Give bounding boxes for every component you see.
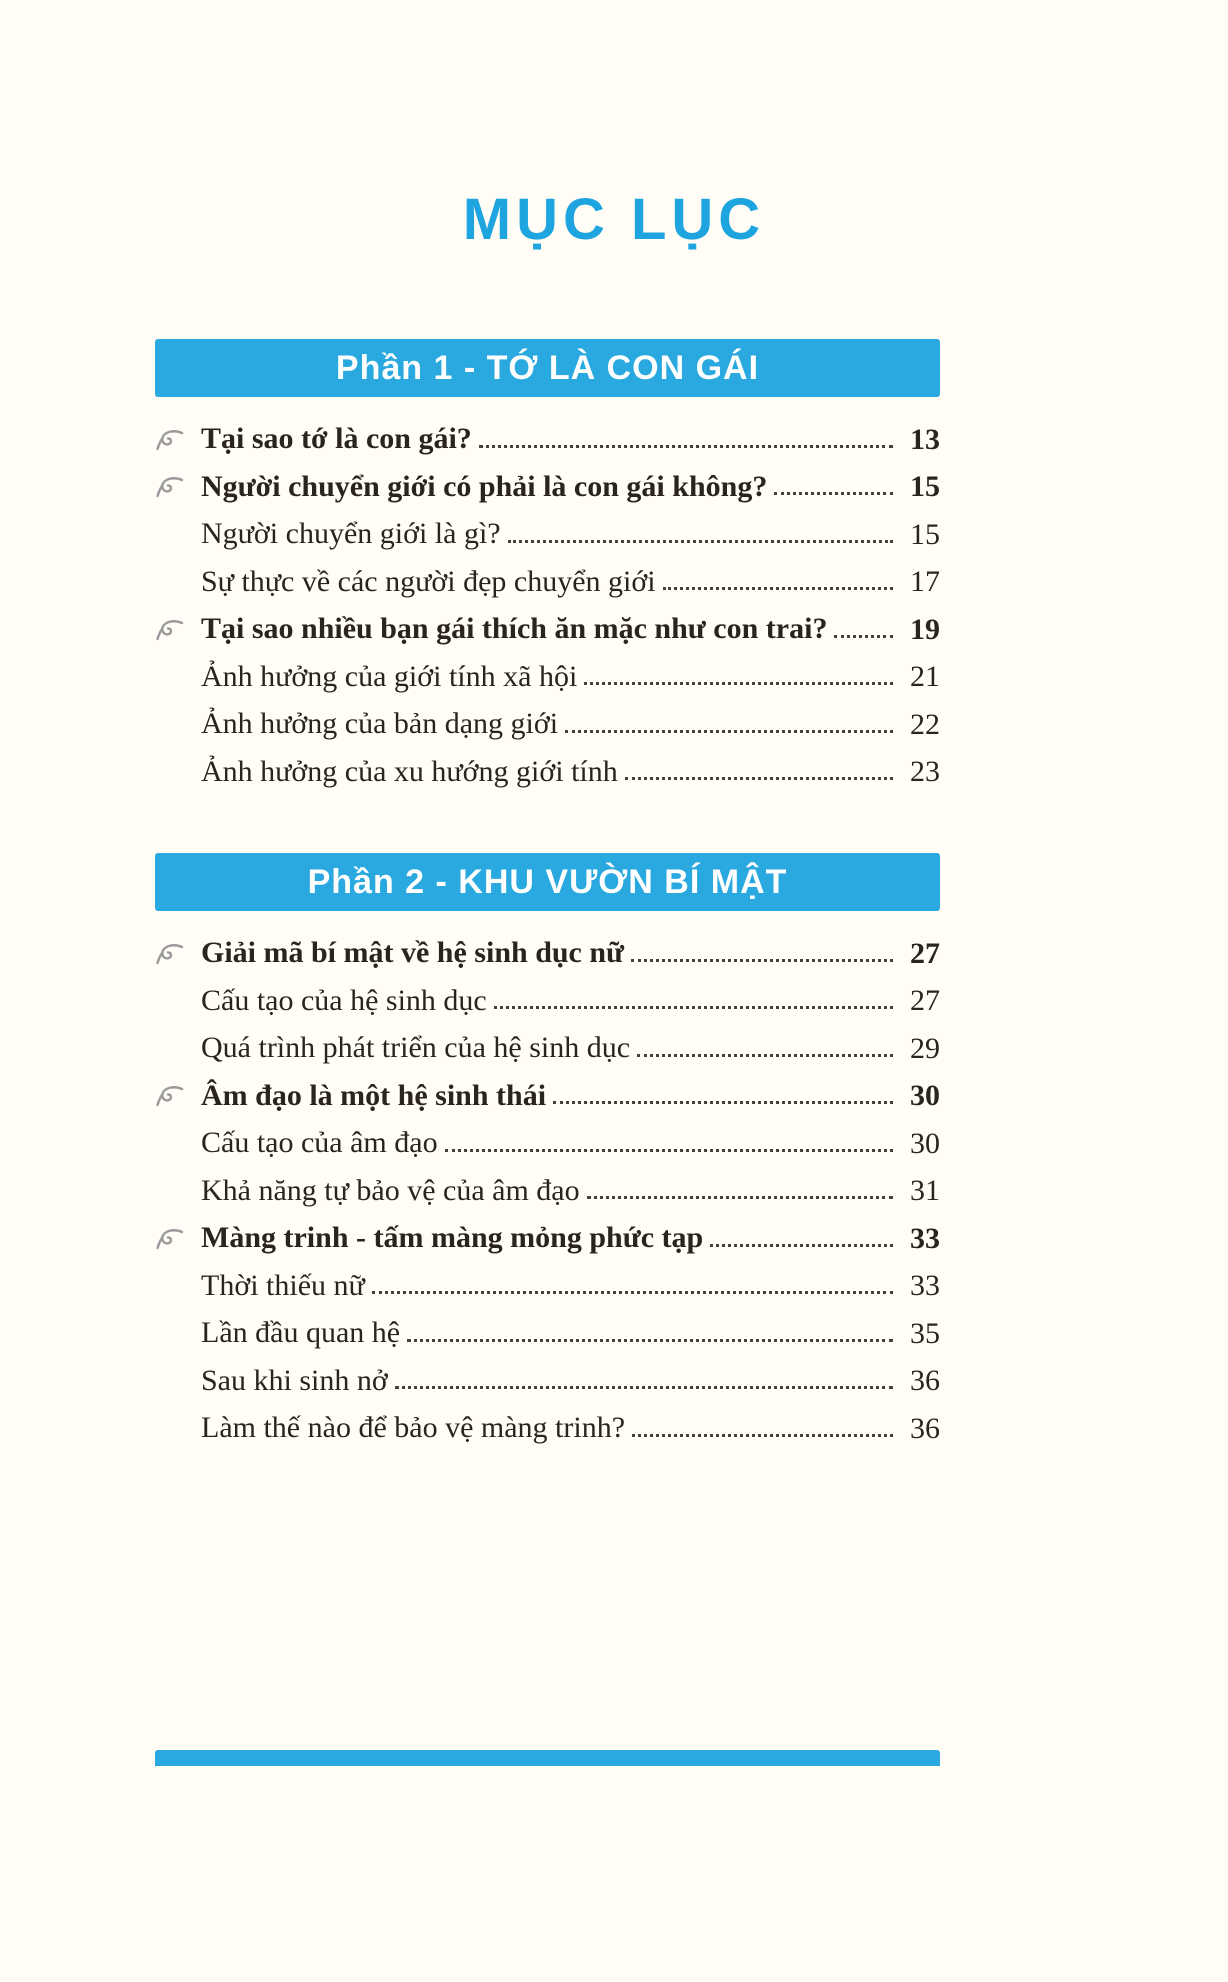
curl-bird-icon	[155, 1085, 201, 1117]
toc-entry-label: Ảnh hưởng của xu hướng giới tính	[201, 754, 618, 788]
dot-leader	[565, 730, 893, 733]
curl-bird-icon	[155, 429, 201, 461]
toc-entry-label: Quá trình phát triển của hệ sinh dục	[201, 1031, 631, 1064]
toc-entry-page: 30	[910, 1079, 940, 1112]
toc-entry	[155, 975, 940, 1023]
toc-entry-label: Cấu tạo của âm đạo	[201, 1126, 438, 1159]
toc-entry-label: Sau khi sinh nở	[201, 1363, 388, 1397]
toc-entry	[155, 1260, 940, 1308]
dot-leader	[631, 959, 893, 962]
toc-entry-label: Người chuyển giới là gì?	[201, 517, 501, 550]
curl-bird-icon	[155, 1228, 201, 1260]
toc-entry-label: Cấu tạo của hệ sinh dục	[201, 983, 487, 1017]
bullet-spacer	[155, 546, 201, 556]
toc-entry-label: Tại sao tớ là con gái?	[201, 422, 472, 455]
bullet-spacer	[155, 1345, 201, 1355]
toc-entry-page: 15	[910, 517, 940, 551]
toc-entry	[155, 603, 940, 651]
toc-entry-label: Lần đầu quan hệ	[201, 1316, 401, 1349]
dot-leader	[625, 777, 893, 780]
toc-entry-page: 33	[910, 1269, 940, 1302]
toc-entry	[155, 413, 940, 461]
toc-entry-label: Thời thiếu nữ	[201, 1268, 365, 1302]
toc-entry-page: 29	[910, 1031, 940, 1065]
dot-leader	[663, 587, 893, 590]
section-banner-1	[155, 339, 940, 397]
dot-leader	[395, 1386, 893, 1389]
page-title: MỤC LỤC	[462, 187, 766, 252]
curl-bird-icon	[155, 619, 201, 651]
toc-entry-page: 27	[910, 936, 940, 970]
section-banner-2	[155, 853, 940, 911]
toc-entry-label: Khả năng tự bảo vệ của âm đạo	[201, 1173, 580, 1207]
table-of-contents	[155, 339, 940, 1450]
toc-entry-page: 23	[910, 755, 940, 788]
section-heading: Phần 1 - TỚ LÀ CON GÁI	[335, 348, 760, 387]
toc-entry-label: Tại sao nhiều bạn gái thích ăn mặc như con trai?	[201, 612, 828, 645]
toc-entry-label: Làm thế nào để bảo vệ màng trinh?	[201, 1411, 626, 1444]
bullet-spacer	[155, 783, 201, 793]
toc-entry-page: 31	[910, 1174, 940, 1207]
toc-entry-label: Âm đạo là một hệ sinh thái	[201, 1078, 547, 1112]
toc-entry	[155, 1307, 940, 1355]
toc-entry	[155, 1402, 940, 1450]
dot-leader	[774, 492, 893, 495]
toc-entry-page: 17	[910, 565, 940, 598]
dot-leader	[587, 1196, 893, 1199]
toc-entry-page: 35	[910, 1316, 940, 1350]
toc-entry-page: 33	[910, 1221, 940, 1255]
toc-entry	[155, 1022, 940, 1070]
toc-entry-label: Sự thực về các người đẹp chuyển giới	[201, 564, 656, 598]
bullet-spacer	[155, 1012, 201, 1022]
bullet-spacer	[155, 1060, 201, 1070]
bullet-spacer	[155, 1202, 201, 1212]
dot-leader	[584, 682, 893, 685]
dot-leader	[637, 1054, 893, 1057]
bullet-spacer	[155, 1392, 201, 1402]
toc-entry-page: 22	[910, 707, 940, 741]
toc-entry	[155, 1212, 940, 1260]
toc-entry-page: 13	[910, 422, 940, 456]
toc-entry-page: 36	[910, 1364, 940, 1397]
bullet-spacer	[155, 593, 201, 603]
toc-entry-label: Người chuyển giới có phải là con gái không?	[201, 469, 768, 503]
toc-entry	[155, 698, 940, 746]
toc-entry	[155, 1117, 940, 1165]
bullet-spacer	[155, 688, 201, 698]
toc-entry-page: 36	[910, 1411, 940, 1445]
toc-entry	[155, 461, 940, 509]
curl-bird-icon	[155, 476, 201, 508]
section-entries-1	[155, 413, 940, 793]
bullet-spacer	[155, 1155, 201, 1165]
toc-entry	[155, 651, 940, 699]
toc-entry-label: Ảnh hưởng của bản dạng giới	[201, 707, 559, 740]
bullet-spacer	[155, 736, 201, 746]
toc-entry-page: 21	[910, 660, 940, 693]
toc-entry	[155, 746, 940, 794]
dot-leader	[508, 540, 893, 543]
toc-entry	[155, 556, 940, 604]
toc-entry-page: 19	[910, 612, 940, 646]
dot-leader	[632, 1434, 893, 1437]
bullet-spacer	[155, 1440, 201, 1450]
curl-bird-icon	[155, 943, 201, 975]
section-entries-2	[155, 927, 940, 1450]
toc-entry	[155, 1165, 940, 1213]
dot-leader	[553, 1101, 893, 1104]
toc-entry-page: 30	[910, 1126, 940, 1160]
dot-leader	[372, 1291, 893, 1294]
toc-entry-label: Giải mã bí mật về hệ sinh dục nữ	[201, 936, 625, 969]
toc-entry	[155, 508, 940, 556]
dot-leader	[834, 635, 893, 638]
dot-leader	[407, 1339, 893, 1342]
toc-entry-page: 27	[910, 984, 940, 1017]
toc-entry-label: Ảnh hưởng của giới tính xã hội	[201, 659, 578, 693]
bullet-spacer	[155, 1297, 201, 1307]
toc-entry	[155, 1355, 940, 1403]
dot-leader	[445, 1149, 893, 1152]
next-section-banner-peek	[155, 1750, 940, 1766]
dot-leader	[479, 445, 893, 448]
toc-entry	[155, 927, 940, 975]
toc-entry-label: Màng trinh - tấm màng mỏng phức tạp	[201, 1221, 704, 1254]
dot-leader	[710, 1244, 893, 1247]
section-heading: Phần 2 - KHU VƯỜN BÍ MẬT	[307, 862, 788, 901]
dot-leader	[494, 1006, 893, 1009]
toc-entry	[155, 1070, 940, 1118]
toc-entry-page: 15	[910, 470, 940, 503]
